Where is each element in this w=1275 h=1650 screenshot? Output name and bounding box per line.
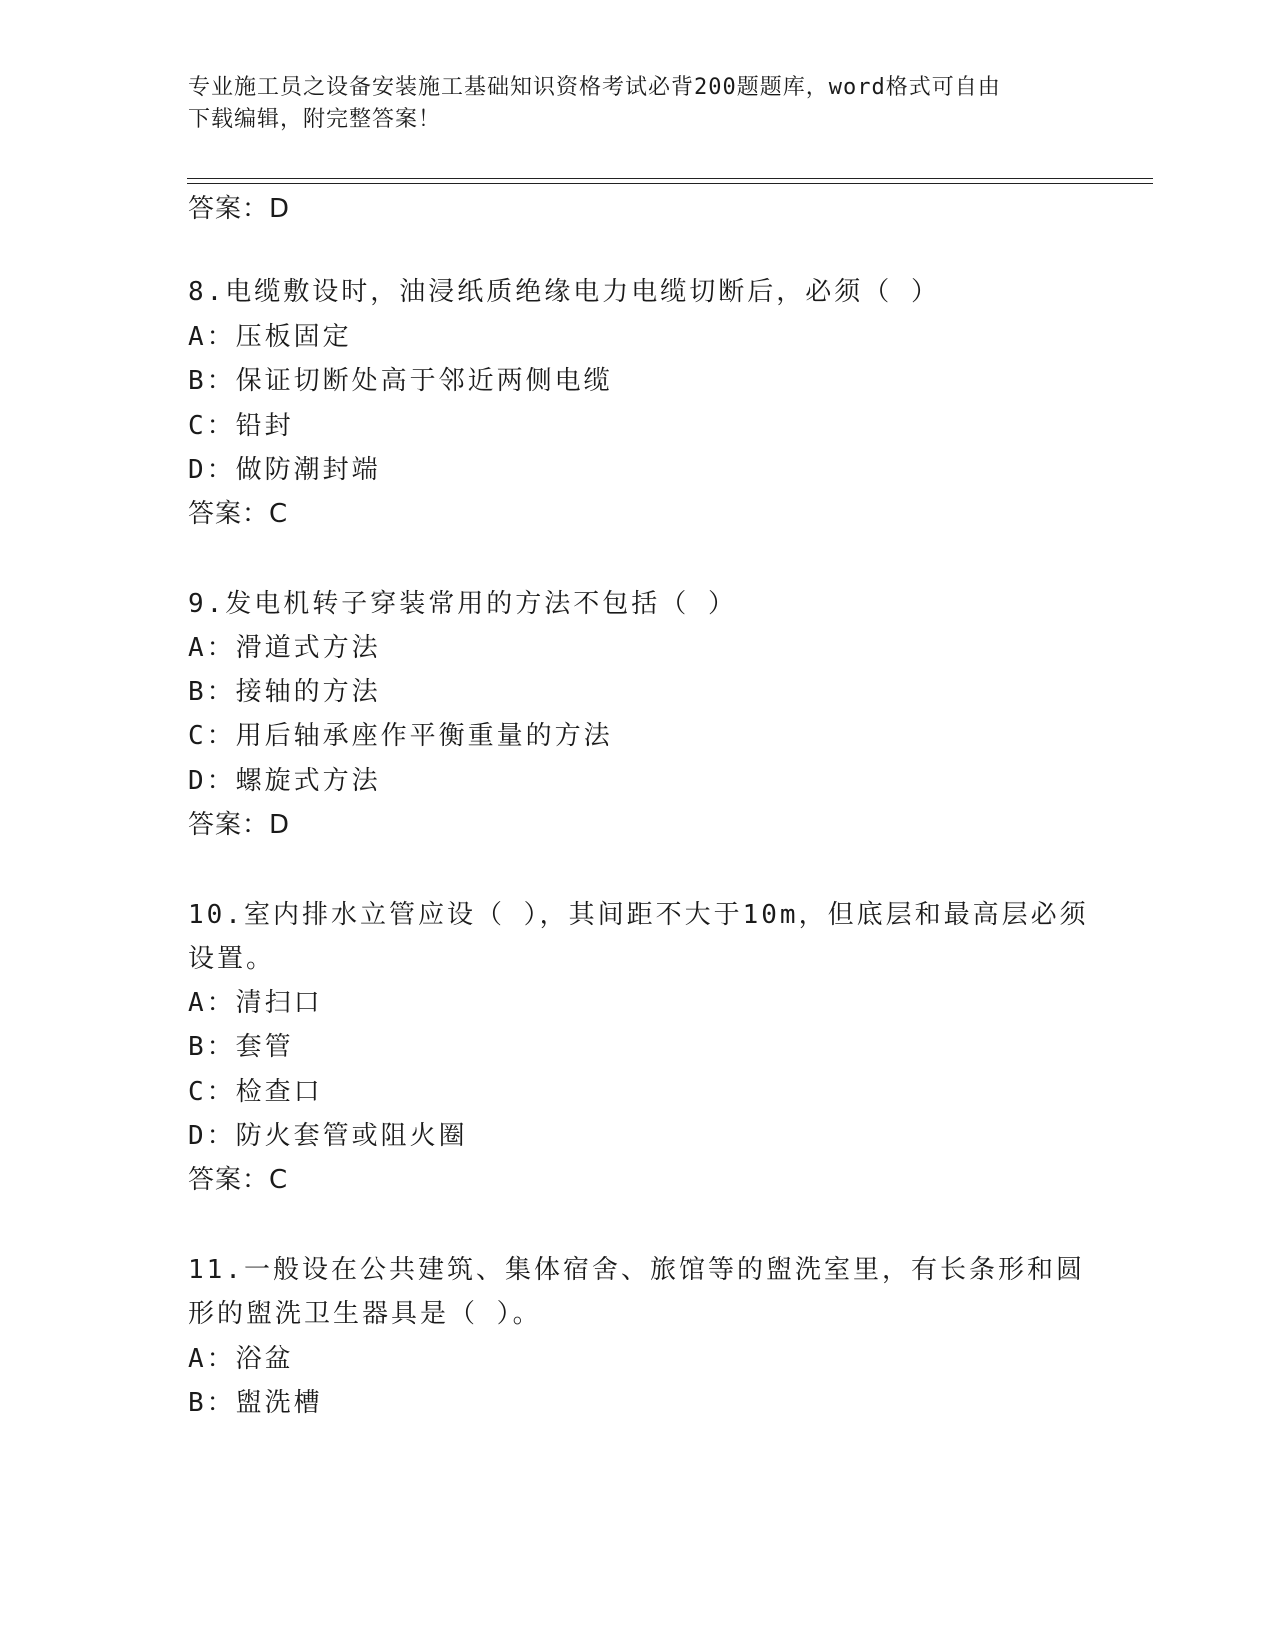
header-line-1: 专业施工员之设备安装施工基础知识资格考试必背200题题库，word格式可自由 (188, 75, 1001, 100)
document-header (188, 72, 1088, 136)
question-10-stem-line-1: 10.室内排水立管应设（ ），其间距不大于10m，但底层和最高层必须 (188, 900, 1089, 930)
question-9-option-a: A：滑道式方法 (188, 633, 381, 663)
question-8-option-a: A：压板固定 (188, 322, 352, 352)
question-9-option-d: D：螺旋式方法 (188, 766, 381, 796)
question-10-option-a: A：清扫口 (188, 988, 323, 1018)
question-9-option-c: C：用后轴承座作平衡重量的方法 (188, 721, 613, 751)
header-divider-top (187, 178, 1153, 179)
question-10-option-b: B：套管 (188, 1032, 294, 1062)
question-8-stem: 8.电缆敷设时，油浸纸质绝缘电力电缆切断后，必须（ ） (188, 277, 940, 307)
question-9-stem: 9.发电机转子穿装常用的方法不包括（ ） (188, 589, 737, 619)
header-line-2: 下载编辑，附完整答案！ (188, 107, 442, 132)
question-8-option-b: B：保证切断处高于邻近两侧电缆 (188, 366, 613, 396)
question-8-option-d: D：做防潮封端 (188, 455, 381, 485)
question-10-answer: 答案：C (188, 1165, 289, 1195)
question-11-stem-line-1: 11.一般设在公共建筑、集体宿舍、旅馆等的盥洗室里，有长条形和圆 (188, 1255, 1085, 1285)
question-8-option-c: C：铅封 (188, 411, 294, 441)
question-11-stem-line-2: 形的盥洗卫生器具是（ ）。 (188, 1299, 542, 1329)
previous-answer: 答案：D (188, 194, 291, 224)
question-9-answer: 答案：D (188, 810, 291, 840)
question-8-answer: 答案：C (188, 499, 289, 529)
question-10-stem-line-2: 设置。 (188, 944, 276, 974)
question-10-option-d: D：防火套管或阻火圈 (188, 1121, 468, 1151)
header-divider-bottom (187, 183, 1153, 184)
question-10-option-c: C：检查口 (188, 1077, 323, 1107)
question-11-option-b: B：盥洗槽 (188, 1388, 323, 1418)
question-11-option-a: A：浴盆 (188, 1344, 294, 1374)
question-9-option-b: B：接轴的方法 (188, 677, 381, 707)
